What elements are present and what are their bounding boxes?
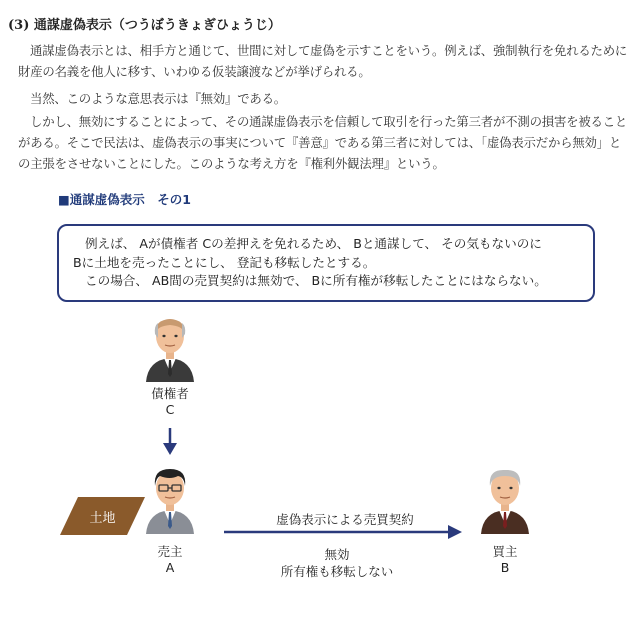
buyer-avatar-icon: [475, 466, 535, 534]
example-line-3: この場合、 AB間の売買契約は無効で、 Bに所有権が移転したことにはならない。: [85, 273, 547, 288]
contract-arrow: [224, 524, 464, 540]
creditor-label: [140, 386, 200, 418]
buyer-label: [475, 544, 535, 576]
buyer-role: 買主: [492, 544, 518, 559]
example-line-2: Bに土地を売ったことにし、 登記も移転したとする。: [73, 254, 376, 270]
result-no-transfer: 所有権も移転しない: [280, 564, 394, 579]
creditor-avatar-icon: [140, 314, 200, 382]
seller-avatar-icon: [140, 466, 200, 534]
creditor-letter: C: [165, 402, 175, 417]
paragraph-definition: 通謀虚偽表示とは、相手方と通じて、世間に対して虚偽を示すことをいう。例えば、強制執行を免れるために財産の名義を他人に移す、いわゆる仮装譲渡などが挙げられる。: [18, 43, 628, 79]
section-heading: (3) 通謀虚偽表示（つうぼうきょぎひょうじ）: [8, 18, 281, 33]
example-section-title: ■通謀虚偽表示 その1: [58, 192, 192, 207]
result-void: 無効: [324, 547, 350, 562]
example-line-1: 例えば、 Aが債権者 Cの差押えを免れるため、 Bと通謀して、 その気もないのに: [85, 236, 542, 251]
paragraph-third-party: しかし、無効にすることによって、その通謀虚偽表示を信頼して取引を行った第三者が不測の損害を被ることがある。そこで民法は、虚偽表示の事実について『善意』である第三者に対しては、「虚偽表示だから無効」との主張をさせないことにした。このような考え方を『権利外観法理』という。: [18, 114, 628, 171]
creditor-to-seller-arrow: [162, 428, 178, 456]
seller-role: 売主: [157, 544, 183, 559]
land-label: 土地: [89, 511, 116, 526]
seller-label: [140, 544, 200, 576]
seller-letter: A: [165, 560, 175, 575]
land-tag: [60, 497, 145, 535]
example-box: [57, 224, 595, 302]
creditor-role: 債権者: [151, 386, 189, 401]
buyer-letter: B: [500, 560, 510, 575]
result-text: [262, 546, 412, 580]
paragraph-void: 当然、このような意思表示は『無効』である。: [30, 91, 287, 106]
contract-label: 虚偽表示による売買契約: [276, 512, 414, 527]
